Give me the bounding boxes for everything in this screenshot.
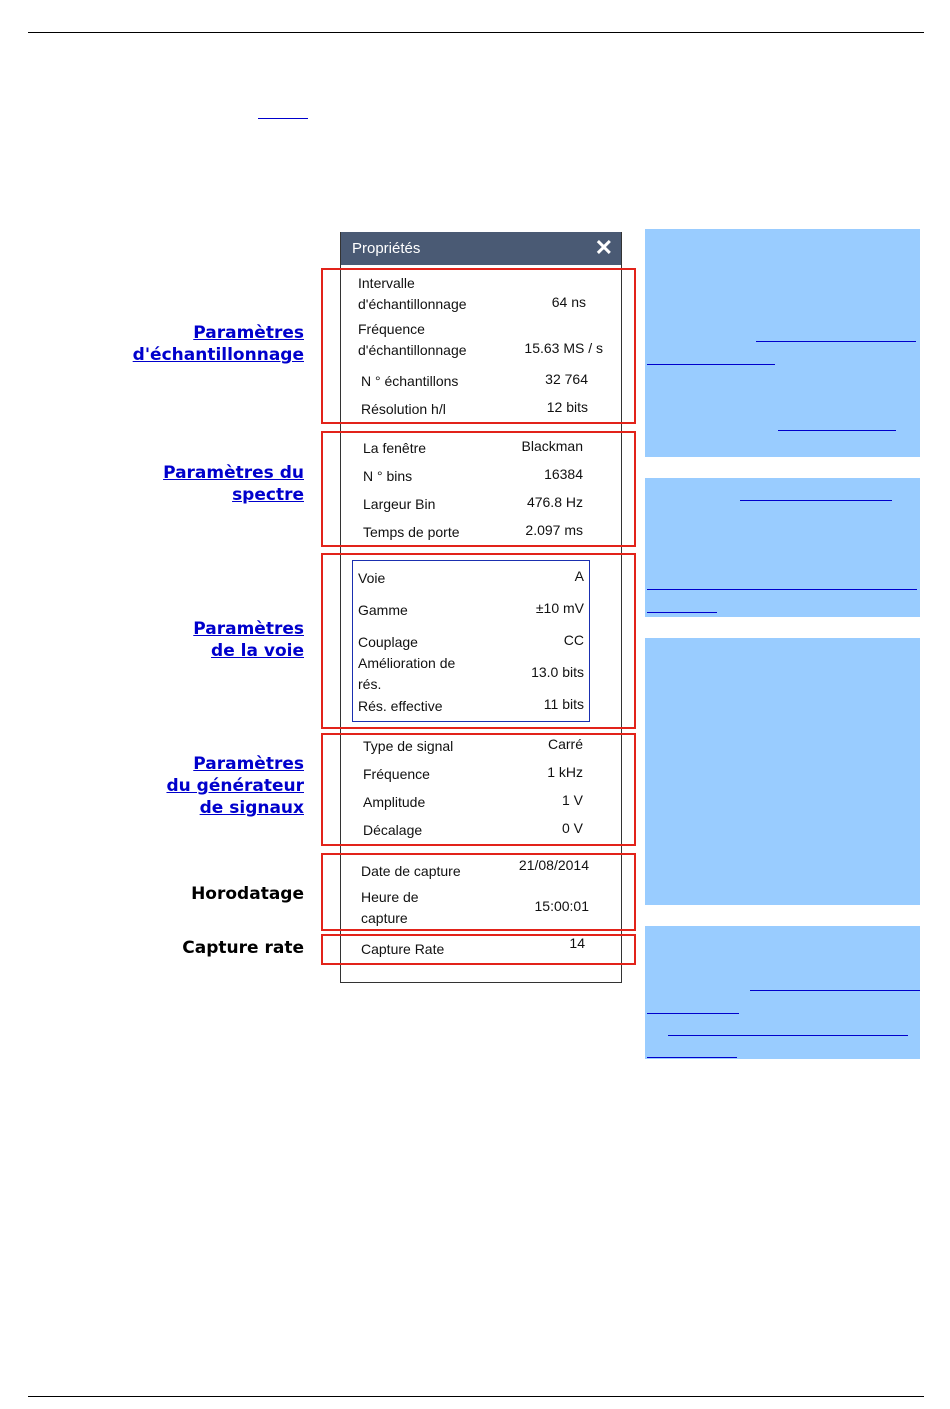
row-value: Carré <box>547 736 583 752</box>
section-link-channel[interactable]: Paramètres de la voie <box>193 619 304 661</box>
row-label: N ° bins <box>363 468 413 484</box>
info-link[interactable] <box>740 500 892 501</box>
section-link-sampling[interactable]: Paramètres d'échantillonnage <box>132 323 304 365</box>
row-value: 64 ns <box>551 294 586 310</box>
info-link[interactable] <box>668 1035 908 1036</box>
section-label-capture-rate: Capture rate <box>182 938 304 958</box>
row-value: 2.097 ms <box>525 522 583 538</box>
row-label: Largeur Bin <box>363 496 436 512</box>
section-label-timestamp: Horodatage <box>191 884 304 904</box>
row-label: Amélioration de rés. <box>358 655 456 692</box>
row-value: 1 V <box>561 792 583 808</box>
row-value: 0 V <box>561 820 583 836</box>
section-link-generator[interactable]: Paramètres du générateur de signaux <box>166 754 304 818</box>
info-box-spectrum <box>645 478 920 617</box>
bottom-rule <box>28 1396 924 1397</box>
row-value: 32 764 <box>545 371 588 387</box>
panel-title: Propriétés <box>352 240 421 257</box>
row-value: 16384 <box>544 466 583 482</box>
info-link[interactable] <box>647 1057 737 1058</box>
info-box-channel <box>645 638 920 905</box>
row-value: 12 bits <box>546 399 588 415</box>
info-link[interactable] <box>647 1013 739 1014</box>
row-label: N ° échantillons <box>361 373 459 389</box>
channel-inner-box <box>352 560 590 722</box>
info-link[interactable] <box>647 364 775 365</box>
row-label: Rés. effective <box>358 698 443 714</box>
info-box-sampling <box>645 229 920 457</box>
info-box-capture <box>645 926 920 1059</box>
blank-link[interactable] <box>258 110 308 119</box>
row-label: Voie <box>358 570 386 586</box>
row-label: Date de capture <box>361 863 461 879</box>
close-icon[interactable]: ✕ <box>594 235 613 260</box>
row-value: 21/08/2014 <box>518 857 589 873</box>
row-label: Résolution h/l <box>361 401 446 417</box>
row-label: Gamme <box>358 602 408 618</box>
row-label: La fenêtre <box>363 440 427 456</box>
row-value: Blackman <box>521 438 583 454</box>
row-value: ±10 mV <box>535 600 584 616</box>
row-value: 11 bits <box>543 696 584 712</box>
row-value: 15:00:01 <box>534 898 589 914</box>
row-value: 1 kHz <box>547 764 583 780</box>
row-value: CC <box>563 632 584 648</box>
info-link[interactable] <box>647 612 717 613</box>
top-rule <box>28 32 924 33</box>
info-link[interactable] <box>647 589 917 590</box>
info-link[interactable] <box>778 430 896 431</box>
row-label: Fréquence <box>363 766 430 782</box>
row-label: Intervalle d'échantillonnage <box>358 275 467 312</box>
row-label: Amplitude <box>363 794 426 810</box>
row-label: Fréquence d'échantillonnage <box>358 321 467 358</box>
row-value: 14 <box>569 935 585 951</box>
row-value: 476.8 Hz <box>526 494 583 510</box>
row-label: Type de signal <box>363 738 454 754</box>
panel-header <box>341 232 621 265</box>
highlight-box-spectrum <box>321 431 636 547</box>
row-value: 15.63 MS / s <box>524 340 603 356</box>
row-label: Décalage <box>363 822 423 838</box>
section-link-spectrum[interactable]: Paramètres du spectre <box>163 463 304 505</box>
row-value: A <box>574 568 584 584</box>
row-label: Capture Rate <box>361 941 445 957</box>
row-label: Temps de porte <box>363 524 460 540</box>
row-label: Heure de capture <box>361 889 419 926</box>
info-link[interactable] <box>756 341 916 342</box>
highlight-box-timestamp <box>321 853 636 931</box>
info-link[interactable] <box>750 990 920 991</box>
highlight-box-generator <box>321 733 636 846</box>
row-label: Couplage <box>358 634 418 650</box>
row-value: 13.0 bits <box>531 664 584 680</box>
highlight-box-capture-rate <box>321 934 636 965</box>
highlight-box-sampling <box>321 268 636 424</box>
